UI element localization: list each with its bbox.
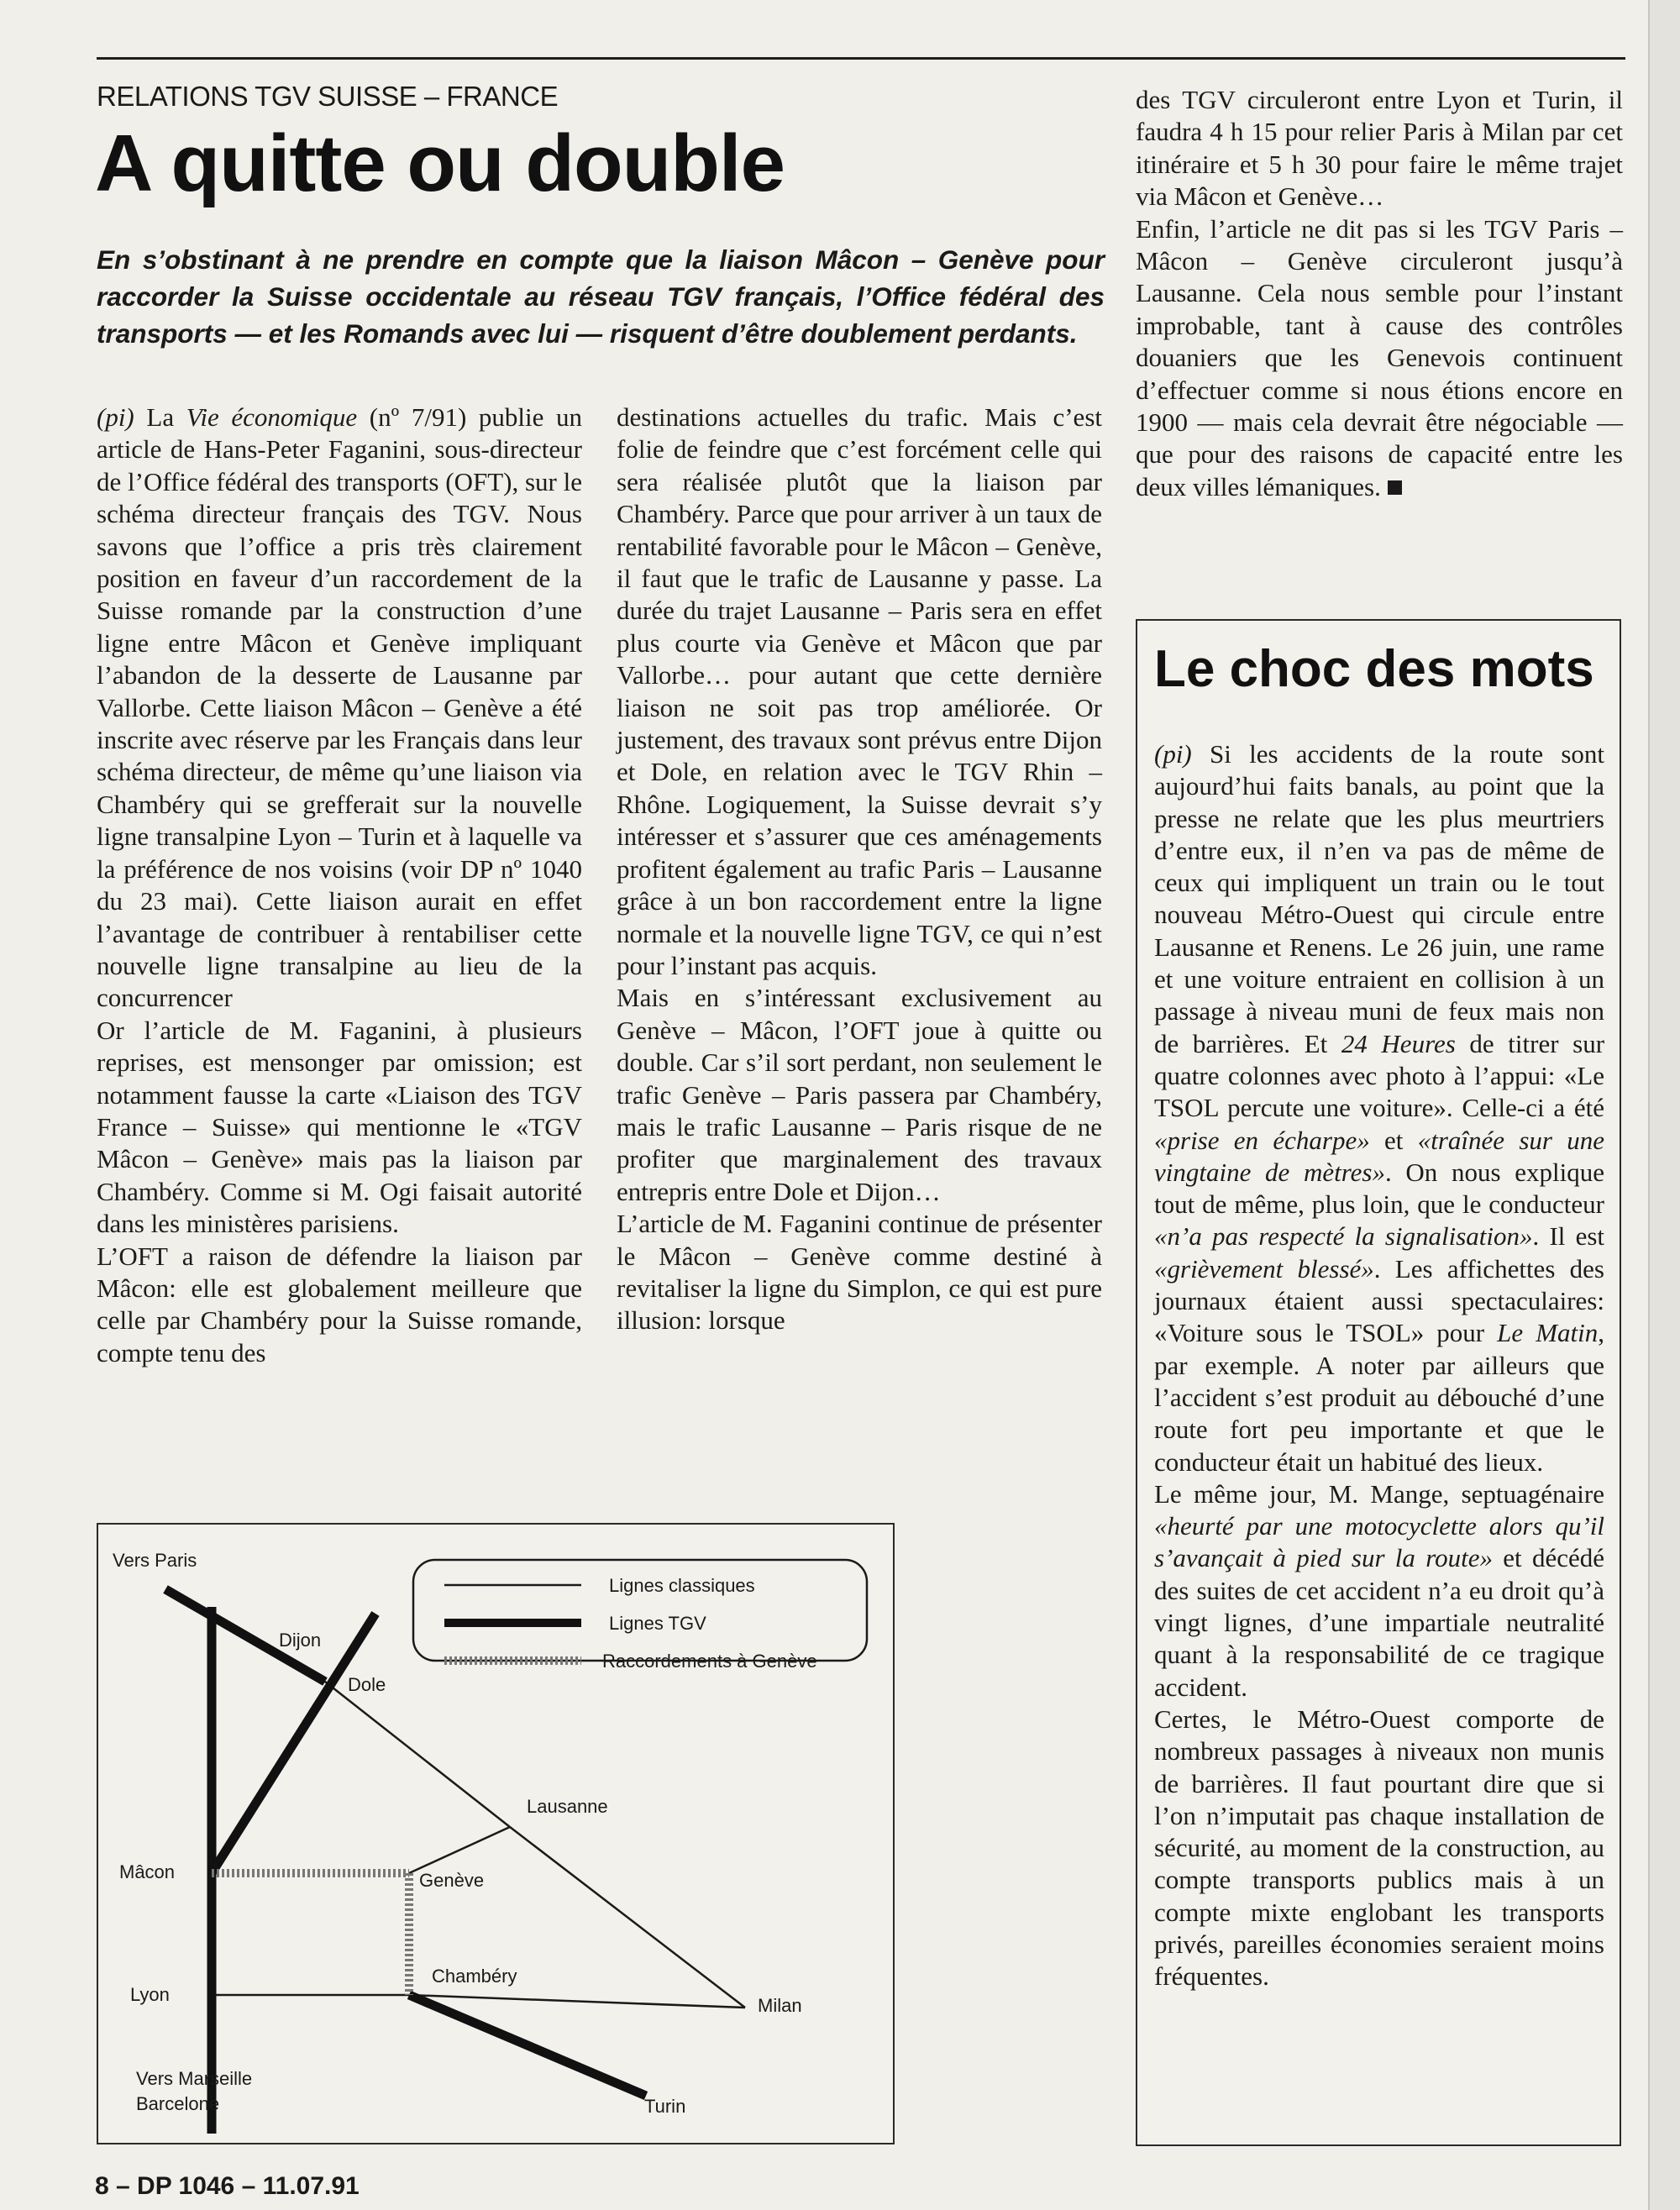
text-run: , par exemple. A noter par ailleurs que l’accident s’est produit au débouché d’une route fort peu importante et que le conducteur était un habitué des lieux. — [1154, 1318, 1604, 1477]
text-run: . Les affichettes des journaux étaient aussi spectaculaires: «Voiture sous le TSOL» pour — [1154, 1253, 1604, 1348]
end-mark-icon — [1388, 480, 1402, 495]
city-label-milan: Milan — [758, 1995, 802, 2016]
page-edge — [1648, 0, 1680, 2210]
text-run: Si les accidents de la route sont aujourd’hui faits banals, au point que la presse ne relate que les plus meurtriers d’entre eux, il n’en va pas de même de ceux qui impliquent un train ou le tout nouveau Métro-Ouest qui circule entre Lausanne et Renens. Le 26 juin, une rame et une voiture entraient en collision à un passage à niveau muni de feux mais non de barrières. Et — [1154, 739, 1604, 1058]
city-label-lausanne: Lausanne — [527, 1796, 608, 1817]
legend-geneva-label: Raccordements à Genève — [602, 1651, 817, 1672]
sidebar-title: Le choc des mots — [1154, 640, 1594, 698]
legend-classic-label: Lignes classiques — [609, 1575, 755, 1596]
article-paragraph: L’article de M. Faganini continue de présenter le Mâcon – Genève comme destiné à revitaliser la ligne du Simplon, ce qui est pure illusion: lorsque — [617, 1209, 1102, 1336]
article-paragraph — [1136, 213, 1623, 504]
tgv-lines — [165, 1589, 646, 2134]
text-run: . On nous explique tout de même, plus loin, que le conducteur — [1154, 1157, 1604, 1220]
article-paragraph: destinations actuelles du trafic. Mais c’est folie de feindre que c’est forcément celle qui sera réalisée plutôt que la liaison par Chambéry. Parce que pour arriver à un taux de rentabilité favorable pour le Mâcon – Genève, il faut que le trafic de Lausanne y passe. La durée du trajet Lausanne – Paris sera en effet plus courte via Genève et Mâcon que par Vallorbe… pour autant que cette dernière liaison ne soit pas trop améliorée. Or justement, des travaux sont prévus entre Dijon et Dole, en relation avec le TGV Rhin – Rhône. Logiquement, la Suisse devrait s’y intéresser et s’assurer que ces aménagements profitent également au trafic Paris – Lausanne grâce à un bon raccordement entre la ligne normale et la nouvelle ligne TGV, ce qui n’est pour l’instant pas acquis. — [617, 402, 1102, 980]
article-column-1 — [97, 402, 582, 1369]
quote: «traînée sur une vingtaine de mètres» — [1154, 1125, 1605, 1187]
article-paragraph: Or l’article de M. Faganini, à plusieurs reprises, est mensonger par omission; est notamment fausse la carte «Liaison des TGV France – Suisse» qui mentionne le «TGV Mâcon – Genève» mais pas la liaison par Chambéry. Comme si M. Ogi faisait autorité dans les ministères parisiens. — [97, 1015, 582, 1239]
city-label-dole: Dole — [348, 1674, 386, 1695]
sidebar-box — [1136, 619, 1621, 2146]
page-folio: 8 – DP 1046 – 11.07.91 — [95, 2172, 360, 2200]
line-chambery-milan — [409, 1995, 745, 2008]
article-kicker: RELATIONS TGV SUISSE – FRANCE — [97, 81, 559, 112]
article-paragraph — [97, 402, 582, 1015]
sidebar-body — [1154, 738, 1604, 1993]
top-rule — [97, 57, 1625, 60]
text-run: Le même jour, M. Mange, septuagénaire — [1154, 1478, 1604, 1509]
city-label-paris: Vers Paris — [113, 1550, 197, 1571]
quote: «heurté par une motocyclette alors qu’il s’avançait à pied sur la route» — [1154, 1511, 1604, 1573]
author-signature: (pi) — [1154, 739, 1192, 769]
line-dole-lausanne — [325, 1682, 510, 1827]
tgv-chambery-turin — [409, 1995, 646, 2096]
article-paragraph: des TGV circuleront entre Lyon et Turin, il faudra 4 h 15 pour relier Paris à Milan par cet itinéraire et 5 h 30 pour faire le même trajet via Mâcon et Genève… — [1136, 85, 1623, 212]
line-lausanne-geneve — [409, 1827, 510, 1873]
text-run: et décédé des suites de cet accident n’a eu droit qu’à vingt lignes, d’une impartiale neutralité quant à la responsabilité de ce tragique accident. — [1154, 1543, 1604, 1702]
text-run: et — [1369, 1125, 1418, 1155]
city-label-marseille: Vers Marseille — [136, 2068, 253, 2089]
city-label-macon: Mâcon — [119, 1861, 176, 1882]
article-paragraph: L’OFT a raison de défendre la liaison par Mâcon: elle est globalement meilleure que celle par Chambéry pour la Suisse romande, compte tenu des — [97, 1241, 582, 1367]
text-run: (nº 7/91) publie un article de Hans-Peter Faganini, sous-directeur de l’Office fédéral des transports (OFT), sur le schéma directeur français des TGV. Nous savons que l’office a pris très clairement position en faveur d’un raccordement de la Suisse romande par la construction d’une ligne entre Mâcon et Genève impliquant l’abandon de la desserte de Lausanne par Vallorbe. Cette liaison Mâcon – Genève a été inscrite avec réserve par les Français dans leur schéma directeur, de même qu’une liaison via Chambéry qui se grefferait sur la nouvelle ligne transalpine Lyon – Turin et à laquelle va la préférence de nos voisins (voir DP nº 1040 du 23 mai). Cette liaison aurait en effet l’avantage de contribuer à rentabiliser cette nouvelle ligne transalpine au lieu de la concurrencer — [97, 402, 582, 1013]
sidebar-paragraph — [1154, 738, 1604, 1478]
city-label-lyon: Lyon — [130, 1984, 170, 2005]
map-legend — [413, 1560, 867, 1672]
city-label-chambery: Chambéry — [432, 1966, 517, 1987]
article-lead: En s’obstinant à ne prendre en compte que la liaison Mâcon – Genève pour raccorder la Suisse occidentale au réseau TGV français, l’Office fédéral des transports — et les Romands avec lui — risquent d’être doublement perdants. — [97, 244, 1105, 349]
city-label-turin: Turin — [644, 2096, 686, 2117]
article-title: A quitte ou double — [95, 118, 785, 208]
text-run: de titrer sur quatre colonnes avec photo à l’appui: «Le TSOL percute une voiture». Celle-ci a été — [1154, 1028, 1605, 1123]
text-run: Enfin, l’article ne dit pas si les TGV Paris – Mâcon – Genève circuleront jusqu’à Lausanne. Cela nous semble pour l’instant improbable, tant à cause des contrôles douaniers que les Genevois continuent d’effectuer comme si nous étions encore en 1900 — mais cela devrait être négociable — que pour des raisons de capacité entre les deux villes lémaniques. — [1136, 213, 1623, 501]
text-run: . Il est — [1532, 1221, 1605, 1252]
map-svg — [98, 1525, 893, 2143]
sidebar-paragraph: Certes, le Métro-Ouest comporte de nombreux passages à niveaux non munis de barrières. Il faut pourtant dire que si l’on n’imputait pas chaque installation de sécurité, au moment de la construction, au compte transports publics mais à un compte mixte englobant les transports privés, pareilles économies seraient moins fréquentes. — [1154, 1703, 1604, 1992]
publication-name: Vie économique — [186, 402, 358, 432]
quote: «n’a pas respecté la signalisation» — [1154, 1221, 1533, 1252]
city-label-dijon: Dijon — [279, 1630, 322, 1651]
line-lausanne-milan — [510, 1827, 745, 2008]
tgv-network-map — [97, 1523, 895, 2144]
author-signature: (pi) — [97, 402, 134, 432]
classic-lines — [212, 1682, 745, 2008]
tgv-macon-dijon-rhin — [212, 1614, 375, 1873]
newspaper-name: Le Matin — [1497, 1318, 1599, 1348]
quote: «prise en écharpe» — [1154, 1125, 1370, 1155]
article-column-3 — [1136, 84, 1623, 503]
article-column-2 — [617, 402, 1102, 1337]
city-label-geneve: Genève — [419, 1870, 485, 1891]
newspaper-name: 24 Heures — [1341, 1028, 1456, 1058]
article-paragraph: Mais en s’intéressant exclusivement au Genève – Mâcon, l’OFT joue à quitte ou double. Car s’il sort perdant, non seulement le trafic Genève – Paris passera par Chambéry, mais le trafic Lausanne – Paris risque de ne profiter que marginalement des travaux entrepris entre Dole et Dijon… — [617, 983, 1102, 1206]
text-run: La — [134, 402, 186, 432]
city-label-barcelone: Barcelone — [136, 2093, 220, 2114]
legend-tgv-label: Lignes TGV — [609, 1613, 706, 1634]
sidebar-paragraph — [1154, 1478, 1604, 1703]
geneva-connections — [212, 1873, 409, 1995]
quote: «grièvement blessé» — [1154, 1253, 1374, 1283]
